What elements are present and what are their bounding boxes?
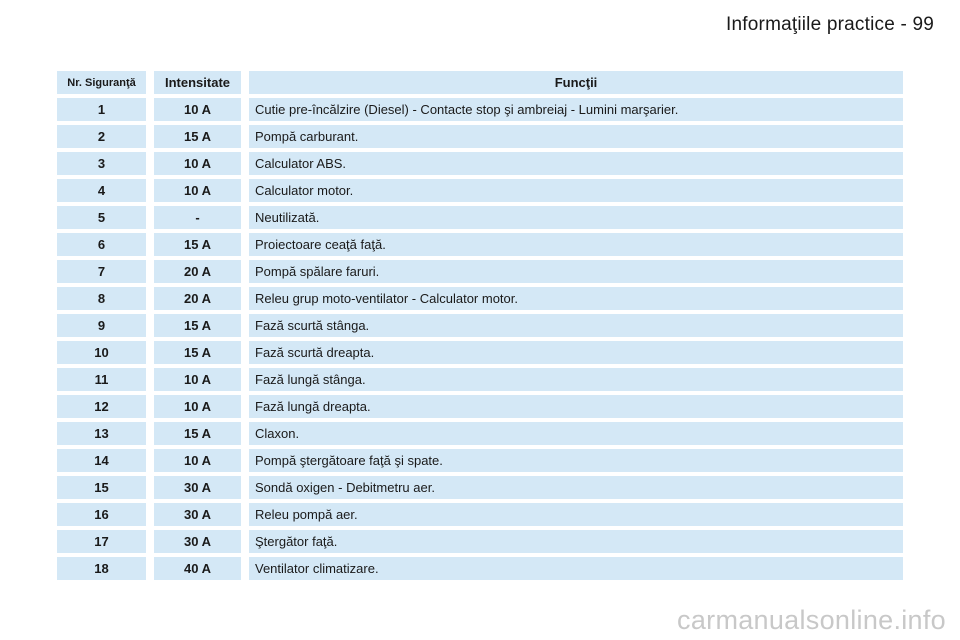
- fuse-number-cell: 8: [57, 287, 146, 310]
- table-row: [57, 422, 903, 445]
- intensity-cell: -: [154, 206, 241, 229]
- fuse-number-cell: 7: [57, 260, 146, 283]
- function-cell: Pompă spălare faruri.: [249, 260, 903, 283]
- fuse-number-cell: 11: [57, 368, 146, 391]
- function-cell: Ventilator climatizare.: [249, 557, 903, 580]
- fuse-number-cell: 17: [57, 530, 146, 553]
- fuse-number-cell: 10: [57, 341, 146, 364]
- fuse-number-cell: 9: [57, 314, 146, 337]
- fuse-table: [57, 67, 903, 584]
- intensity-cell: 10 A: [154, 98, 241, 121]
- function-cell: Pompă carburant.: [249, 125, 903, 148]
- intensity-cell: 10 A: [154, 179, 241, 202]
- function-cell: Fază scurtă dreapta.: [249, 341, 903, 364]
- fuse-number-cell: 5: [57, 206, 146, 229]
- table-row: [57, 530, 903, 553]
- function-cell: Sondă oxigen - Debitmetru aer.: [249, 476, 903, 499]
- intensity-cell: 15 A: [154, 341, 241, 364]
- intensity-cell: 10 A: [154, 449, 241, 472]
- table-row: [57, 233, 903, 256]
- function-cell: Fază lungă dreapta.: [249, 395, 903, 418]
- table-row: [57, 476, 903, 499]
- fuse-number-cell: 14: [57, 449, 146, 472]
- function-cell: Fază scurtă stânga.: [249, 314, 903, 337]
- fuse-number-cell: 18: [57, 557, 146, 580]
- table-row: [57, 125, 903, 148]
- table-row: [57, 557, 903, 580]
- table-row: [57, 179, 903, 202]
- intensity-cell: 30 A: [154, 503, 241, 526]
- intensity-cell: 30 A: [154, 530, 241, 553]
- intensity-cell: 15 A: [154, 422, 241, 445]
- table-row: [57, 314, 903, 337]
- intensity-cell: 20 A: [154, 260, 241, 283]
- table-row: [57, 341, 903, 364]
- table-body: [57, 98, 903, 580]
- fuse-number-cell: 12: [57, 395, 146, 418]
- table-header-row: [57, 71, 903, 94]
- function-cell: Neutilizată.: [249, 206, 903, 229]
- fuse-number-cell: 6: [57, 233, 146, 256]
- fuse-number-cell: 1: [57, 98, 146, 121]
- table-row: [57, 368, 903, 391]
- table-row: [57, 449, 903, 472]
- function-cell: Fază lungă stânga.: [249, 368, 903, 391]
- table-row: [57, 98, 903, 121]
- fuse-number-cell: 13: [57, 422, 146, 445]
- column-header-fuse-number: Nr. Siguranţă: [57, 71, 146, 94]
- function-cell: Claxon.: [249, 422, 903, 445]
- intensity-cell: 40 A: [154, 557, 241, 580]
- column-header-functions: Funcţii: [249, 71, 903, 94]
- fuse-number-cell: 15: [57, 476, 146, 499]
- intensity-cell: 20 A: [154, 287, 241, 310]
- table-row: [57, 260, 903, 283]
- intensity-cell: 10 A: [154, 152, 241, 175]
- table-row: [57, 152, 903, 175]
- intensity-cell: 10 A: [154, 395, 241, 418]
- intensity-cell: 10 A: [154, 368, 241, 391]
- table-row: [57, 395, 903, 418]
- intensity-cell: 15 A: [154, 233, 241, 256]
- function-cell: Ştergător faţă.: [249, 530, 903, 553]
- page-header-title: Informaţiile practice - 99: [726, 14, 934, 35]
- fuse-number-cell: 4: [57, 179, 146, 202]
- watermark: carmanualsonline.info: [677, 605, 946, 635]
- function-cell: Releu grup moto-ventilator - Calculator motor.: [249, 287, 903, 310]
- table-row: [57, 503, 903, 526]
- function-cell: Releu pompă aer.: [249, 503, 903, 526]
- function-cell: Cutie pre-încălzire (Diesel) - Contacte stop şi ambreiaj - Lumini marşarier.: [249, 98, 903, 121]
- function-cell: Pompă ştergătoare faţă şi spate.: [249, 449, 903, 472]
- function-cell: Calculator motor.: [249, 179, 903, 202]
- function-cell: Calculator ABS.: [249, 152, 903, 175]
- intensity-cell: 15 A: [154, 125, 241, 148]
- function-cell: Proiectoare ceaţă faţă.: [249, 233, 903, 256]
- column-header-intensity: Intensitate: [154, 71, 241, 94]
- fuse-number-cell: 2: [57, 125, 146, 148]
- fuse-number-cell: 3: [57, 152, 146, 175]
- fuse-number-cell: 16: [57, 503, 146, 526]
- intensity-cell: 15 A: [154, 314, 241, 337]
- table-row: [57, 287, 903, 310]
- table-row: [57, 206, 903, 229]
- intensity-cell: 30 A: [154, 476, 241, 499]
